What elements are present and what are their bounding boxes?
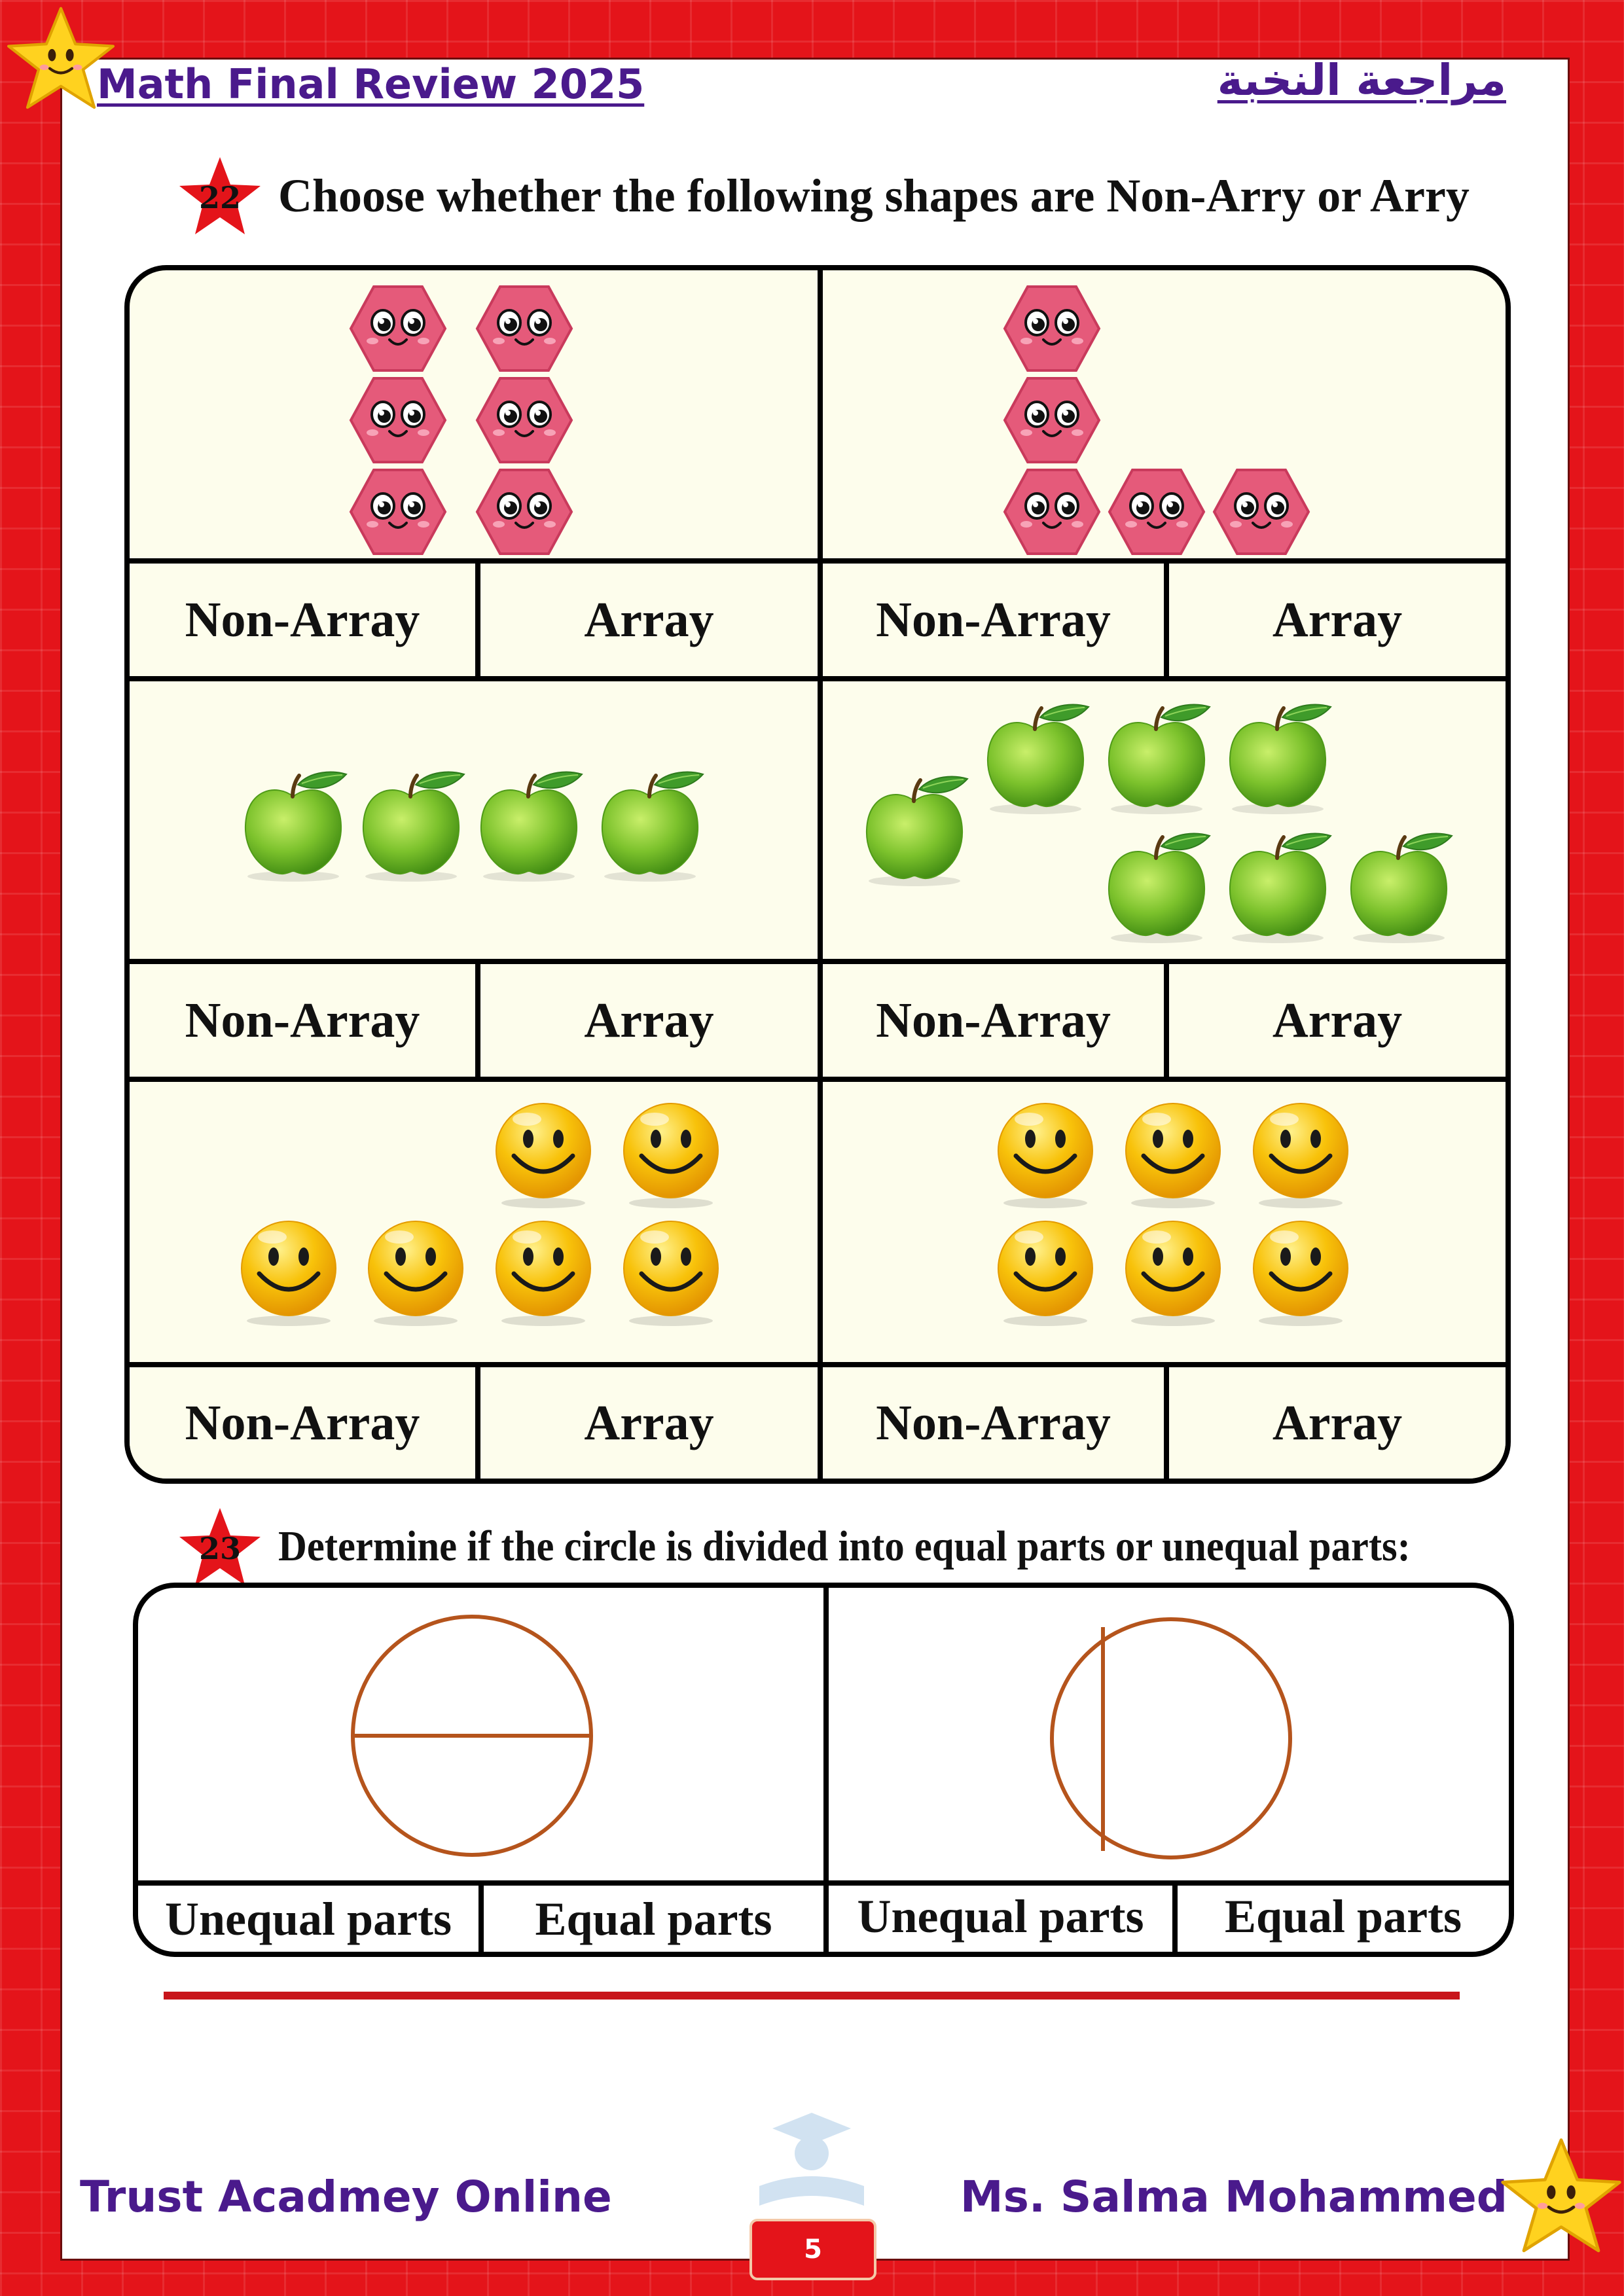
q22-item-5-non-array-option[interactable]: Non-Array [130,1367,475,1479]
option-divider [478,1880,484,1954]
question-23-number: 23 [198,1531,241,1566]
hexagon-face-icon [349,376,447,464]
smiley-icon [488,1216,599,1327]
hexagon-face-icon [475,376,573,464]
circle-halves-icon [348,1611,596,1860]
q22-item-3-array-option[interactable]: Array [480,964,818,1077]
q23-item-1-equal-option[interactable]: Equal parts [535,1892,772,1945]
q22-item-4-picture [823,681,1506,959]
table-center-divider [818,270,823,1479]
star-mascot-icon [1499,2135,1623,2259]
smiley-icon [990,1098,1101,1210]
q22-item-1-non-array-option[interactable]: Non-Array [130,564,475,676]
section-divider-line [164,1992,1460,2000]
question-23-badge [177,1505,263,1592]
q22-item-6-picture [823,1082,1506,1362]
question-22-number: 22 [198,180,241,215]
option-divider [1164,558,1169,681]
table-center-divider [823,1588,829,1952]
apple-icon [980,698,1091,816]
header-title-ar: مراجعة النخبة [1217,55,1506,105]
header-title-en: Math Final Review 2025 [97,60,645,108]
hexagon-face-icon [1003,468,1101,556]
question-22-prompt: Choose whether the following shapes are Non-Arry or Arry [278,170,1470,222]
apple-icon [1101,827,1212,944]
q23-item-2-equal-option[interactable]: Equal parts [1224,1890,1462,1943]
smiley-icon [615,1216,727,1327]
smiley-icon [233,1216,344,1327]
smiley-icon [1245,1098,1356,1210]
hexagon-face-icon [1212,468,1310,556]
question-23-table [133,1583,1514,1957]
option-divider [1164,1362,1169,1480]
smiley-icon [990,1216,1101,1327]
apple-icon [1222,827,1333,944]
hexagon-face-icon [475,285,573,372]
option-divider [1172,1880,1178,1954]
footer-teacher-name: Ms. Salma Mohammed [960,2172,1507,2222]
option-divider [475,558,480,681]
smiley-icon [1245,1216,1356,1327]
apple-icon [1343,827,1454,944]
apple-icon [355,765,467,883]
q22-item-2-picture [823,270,1506,558]
question-22-badge [177,154,263,241]
q22-item-1-picture [130,270,818,558]
academy-logo-watermark-icon [720,2108,903,2219]
hexagon-face-icon [475,468,573,556]
apple-icon [1222,698,1333,816]
smiley-icon [360,1216,471,1327]
option-divider [1164,959,1169,1082]
row-divider [130,676,1506,681]
apple-icon [473,765,585,883]
hexagon-face-icon [1108,468,1206,556]
option-divider [475,959,480,1082]
apple-icon [238,765,349,883]
question-23-prompt: Determine if the circle is divided into equal parts or unequal parts: [278,1522,1411,1570]
q22-item-1-array-option[interactable]: Array [480,564,818,676]
option-divider [475,1362,480,1480]
row-divider [130,1077,1506,1082]
hexagon-face-icon [1003,285,1101,372]
q23-item-1-unequal-option[interactable]: Unequal parts [164,1892,452,1945]
q22-item-5-array-option[interactable]: Array [480,1367,818,1479]
q22-item-6-non-array-option[interactable]: Non-Array [823,1367,1164,1479]
smiley-icon [615,1098,727,1210]
q22-item-6-array-option[interactable]: Array [1169,1367,1506,1479]
apple-icon [594,765,706,883]
q23-item-2-unequal-option[interactable]: Unequal parts [857,1890,1144,1943]
hexagon-face-icon [349,285,447,372]
q22-item-4-non-array-option[interactable]: Non-Array [823,964,1164,1077]
footer-academy-name: Trust Acadmey Online [80,2172,612,2222]
hexagon-face-icon [1003,376,1101,464]
row-divider [130,1362,1506,1367]
smiley-icon [488,1098,599,1210]
page-number: 5 [749,2219,876,2280]
apple-icon [1101,698,1212,816]
q22-item-5-picture [130,1082,818,1362]
smiley-icon [1117,1098,1229,1210]
question-22-table [124,265,1511,1484]
q22-item-3-picture [130,681,818,959]
q22-item-2-array-option[interactable]: Array [1169,564,1506,676]
apple-icon [859,770,970,888]
smiley-icon [1117,1216,1229,1327]
q22-item-4-array-option[interactable]: Array [1169,964,1506,1077]
hexagon-face-icon [349,468,447,556]
q22-item-2-non-array-option[interactable]: Non-Array [823,564,1164,676]
circle-unequal-icon [1047,1614,1295,1863]
q22-item-3-non-array-option[interactable]: Non-Array [130,964,475,1077]
row-divider [130,558,1506,564]
row-divider [130,959,1506,964]
